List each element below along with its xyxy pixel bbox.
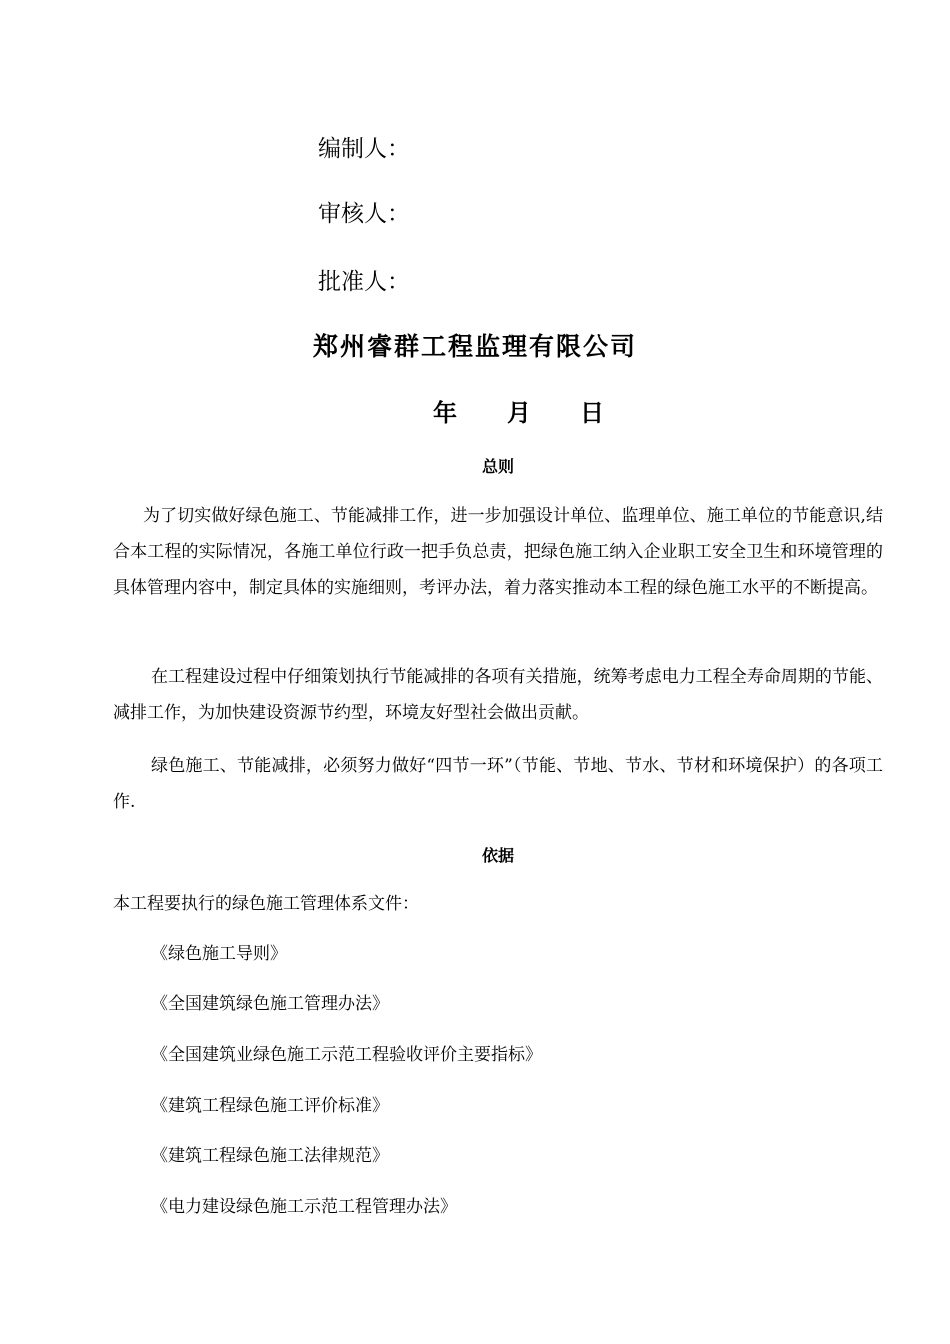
document-item: 《电力建设绿色施工示范工程管理办法》 (151, 1197, 457, 1217)
company-name: 郑州睿群工程监理有限公司 (312, 332, 637, 361)
date-year: 年 (433, 399, 457, 427)
document-item: 《建筑工程绿色施工评价标准》 (151, 1096, 389, 1116)
general-paragraph-2: 在工程建设过程中仔细策划执行节能减排的各项有关措施，统筹考虑电力工程全寿命周期的节能、减排工作，为加快建设资源节约型，环境友好型社会做出贡献。 (113, 667, 883, 723)
general-paragraph-3: 绿色施工、节能减排，必须努力做好“四节一环”（节能、节地、节水、节材和环境保护）的各项工作. (113, 756, 883, 812)
section-title-general: 总则 (481, 457, 514, 476)
document-item: 《全国建筑业绿色施工示范工程验收评价主要指标》 (151, 1045, 542, 1065)
editor-label: 编制人： (318, 136, 410, 162)
document-item: 《全国建筑绿色施工管理办法》 (151, 994, 389, 1014)
approver-label: 批准人： (318, 269, 410, 295)
document-item: 《建筑工程绿色施工法律规范》 (151, 1146, 389, 1166)
date-day: 日 (580, 399, 604, 427)
general-paragraph-1: 为了切实做好绿色施工、节能减排工作，进一步加强设计单位、监理单位、施工单位的节能意识,结合本工程的实际情况，各施工单位行政一把手负总责，把绿色施工纳入企业职工安全卫生和环境管理的具体管理内容中，制定具体的实施细则，考评办法，着力落实推动本工程的绿色施工水平的不断提高。 (113, 506, 883, 598)
document-item: 《绿色施工导则》 (151, 944, 287, 964)
section-title-basis: 依据 (481, 846, 514, 865)
date-month: 月 (507, 399, 531, 427)
basis-intro: 本工程要执行的绿色施工管理体系文件： (113, 894, 419, 914)
reviewer-label: 审核人： (318, 201, 410, 227)
